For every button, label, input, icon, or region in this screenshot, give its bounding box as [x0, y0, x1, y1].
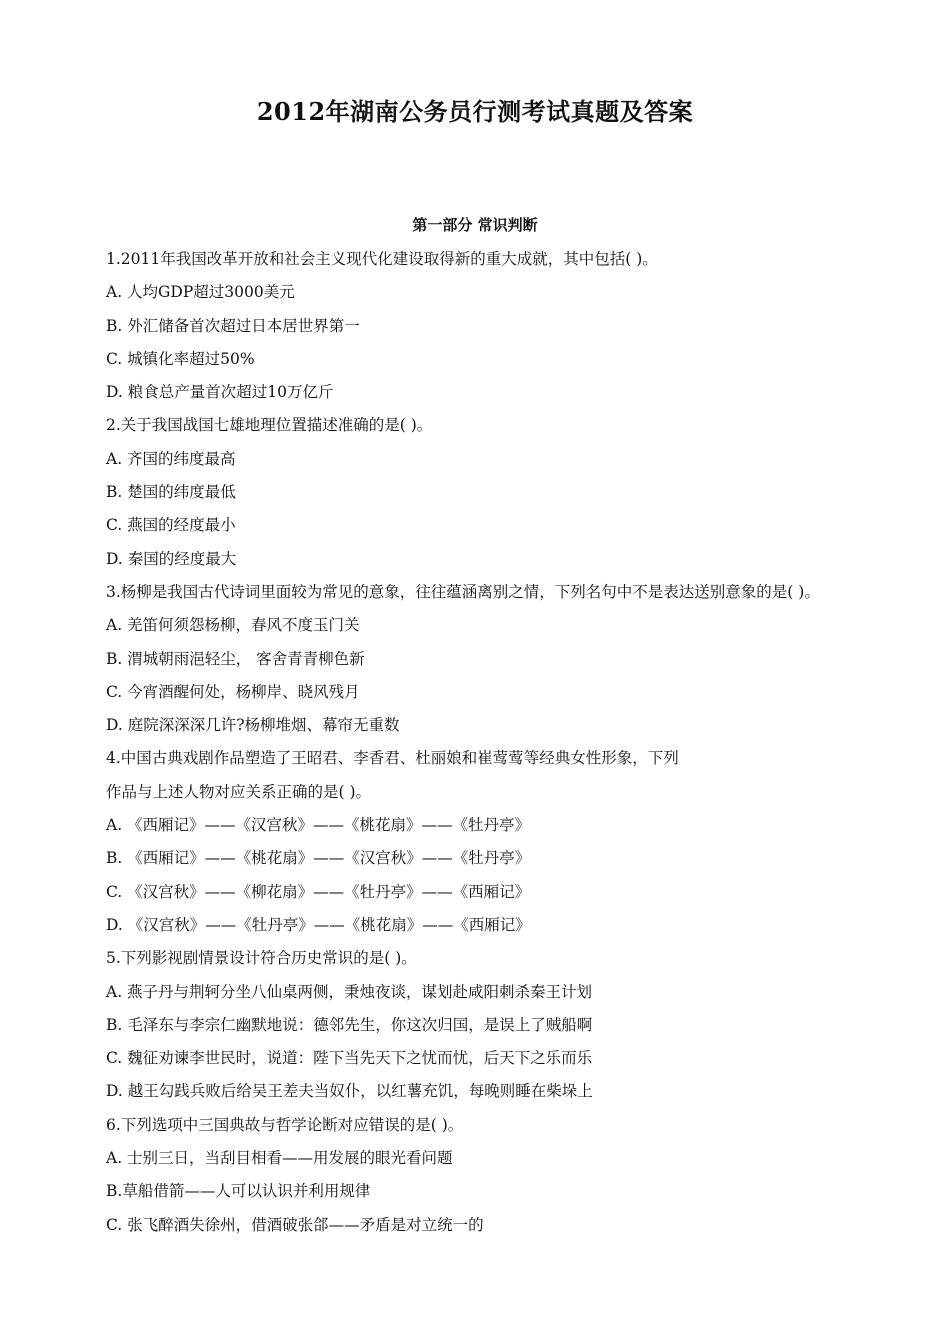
question-3-option-b: B. 渭城朝雨浥轻尘， 客舍青青柳色新 [106, 649, 365, 668]
question-4-option-d: D. 《汉宫秋》——《牡丹亭》——《桃花扇》——《西厢记》 [106, 915, 531, 934]
question-6-option-a: A. 士别三日，当刮目相看——用发展的眼光看问题 [106, 1149, 453, 1168]
question-2-option-d: D. 秦国的经度最大 [106, 549, 237, 568]
question-1-option-c: C. 城镇化率超过50% [106, 349, 255, 368]
question-2-option-a: A. 齐国的纬度最高 [106, 449, 236, 468]
question-6-option-b: B.草船借箭——人可以认识并利用规律 [106, 1182, 371, 1201]
question-4-option-a: A. 《西厢记》——《汉宫秋》——《桃花扇》——《牡丹亭》 [106, 816, 531, 835]
question-2-stem: 2.关于我国战国七雄地理位置描述准确的是( )。 [106, 416, 433, 435]
question-2-option-c: C. 燕国的经度最小 [106, 516, 236, 535]
question-4-option-b: B. 《西厢记》——《桃花扇》——《汉宫秋》——《牡丹亭》 [106, 849, 531, 868]
question-1-option-a: A. 人均GDP超过3000美元 [106, 283, 295, 302]
question-5-option-c: C. 魏征劝谏李世民时，说道：陛下当先天下之忧而忧，后天下之乐而乐 [106, 1049, 593, 1068]
question-4-option-c: C. 《汉宫秋》——《柳花扇》——《牡丹亭》——《西厢记》 [106, 882, 531, 901]
document-title: 2012年湖南公务员行测考试真题及答案 [256, 97, 694, 126]
question-5-option-a: A. 燕子丹与荆轲分坐八仙桌两侧，秉烛夜谈，谋划赴咸阳刺杀秦王计划 [106, 982, 593, 1001]
question-5-option-b: B. 毛泽东与李宗仁幽默地说：德邻先生，你这次归国，是误上了贼船啊 [106, 1015, 593, 1034]
question-3-stem: 3.杨柳是我国古代诗词里面较为常见的意象，往往蕴涵离别之情，下列名句中不是表达送别意象的是( )。 [106, 582, 820, 601]
question-1-stem: 1.2011年我国改革开放和社会主义现代化建设取得新的重大成就，其中包括( )。 [106, 250, 658, 268]
question-6-option-c: C. 张飞醉酒失徐州，借酒破张郃——矛盾是对立统一的 [106, 1215, 484, 1234]
question-4-stem-continued: 作品与上述人物对应关系正确的是( )。 [106, 782, 372, 801]
question-2-option-b: B. 楚国的纬度最低 [106, 483, 236, 502]
question-5-stem: 5.下列影视剧情景设计符合历史常识的是( )。 [106, 949, 417, 968]
question-4-stem: 4.中国古典戏剧作品塑造了王昭君、李香君、杜丽娘和崔莺莺等经典女性形象，下列 [106, 749, 679, 768]
question-1-option-b: B. 外汇储备首次超过日本居世界第一 [106, 316, 360, 335]
section-title: 第一部分 常识判断 [412, 216, 538, 234]
question-1-option-d: D. 粮食总产量首次超过10万亿斤 [106, 383, 334, 402]
question-3-option-c: C. 今宵酒醒何处，杨柳岸、晓风残月 [106, 682, 360, 701]
question-3-option-a: A. 羌笛何须怨杨柳，春风不度玉门关 [106, 616, 360, 635]
question-6-stem: 6.下列选项中三国典故与哲学论断对应错误的是( )。 [106, 1115, 464, 1134]
question-3-option-d: D. 庭院深深深几许?杨柳堆烟、幕帘无重数 [106, 716, 400, 735]
question-list [106, 248, 906, 1247]
question-5-option-d: D. 越王勾践兵败后给吴王差夫当奴仆，以红薯充饥，每晚则睡在柴垛上 [106, 1082, 593, 1101]
